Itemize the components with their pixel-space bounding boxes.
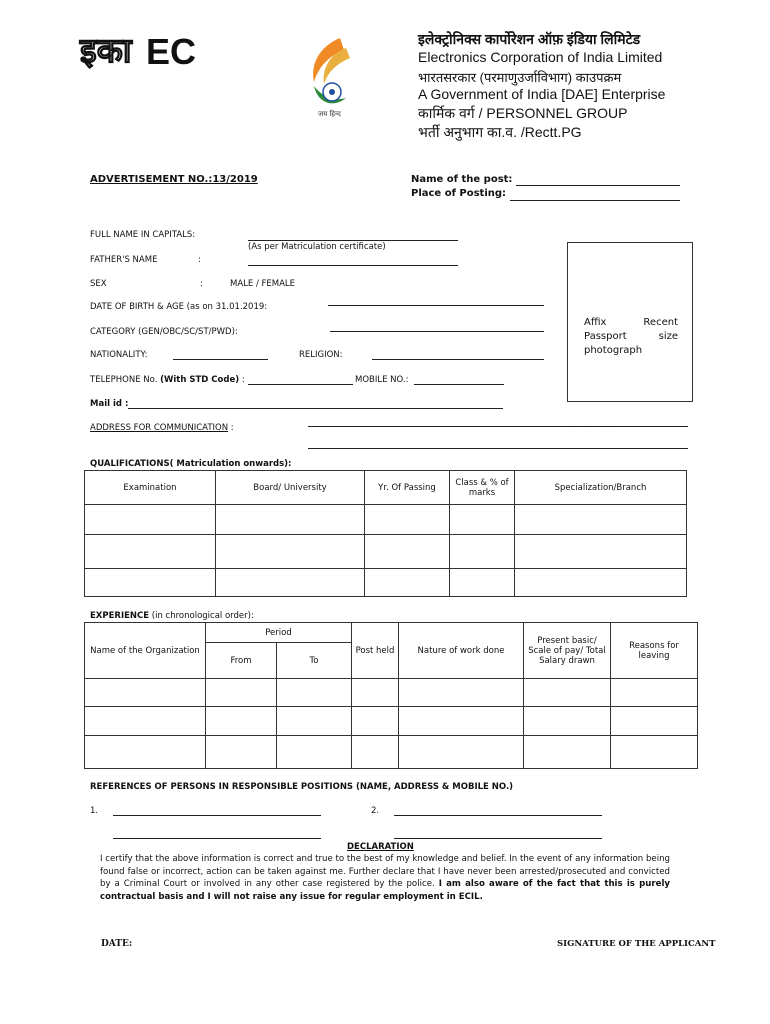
mail-label-text: Mail id bbox=[90, 399, 122, 409]
address-line-1[interactable] bbox=[308, 426, 688, 427]
qualifications-title: QUALIFICATIONS( Matriculation onwards): bbox=[90, 459, 292, 469]
table-row bbox=[85, 679, 698, 707]
post-name-line[interactable] bbox=[516, 185, 680, 186]
declaration-text bbox=[100, 853, 670, 903]
address-label-text: ADDRESS FOR COMMUNICATION bbox=[90, 423, 229, 433]
religion-label: RELIGION: bbox=[299, 350, 343, 360]
reference-one-line-2[interactable] bbox=[113, 838, 321, 839]
declaration-body: I certify that the above information is correct and true to the best of my knowledge and belief. In the event of any information being found false or incorrect, action can be taken against me. Further declare that I have never been arrested/prosecuted and convicted by a Criminal Court or involved in any other case registered by the police. bbox=[100, 854, 670, 890]
ecil-logo-graphic bbox=[78, 24, 197, 74]
signature-label: SIGNATURE OF THE APPLICANT bbox=[557, 939, 716, 949]
table-cell[interactable] bbox=[524, 736, 611, 769]
telephone-label bbox=[90, 375, 245, 385]
english-company-name: Electronics Corporation of India Limited bbox=[418, 49, 663, 65]
table-row bbox=[85, 535, 687, 569]
table-row bbox=[85, 505, 687, 535]
sex-colon: : bbox=[200, 279, 203, 289]
address-dots: .................................. bbox=[550, 421, 626, 429]
table-cell[interactable] bbox=[450, 569, 515, 597]
emblem bbox=[300, 34, 360, 124]
table-cell[interactable] bbox=[365, 505, 450, 535]
post-name-label: Name of the post: bbox=[411, 174, 513, 185]
nationality-line[interactable] bbox=[173, 359, 268, 360]
table-cell[interactable] bbox=[399, 707, 524, 736]
table-cell[interactable] bbox=[85, 535, 216, 569]
table-cell[interactable] bbox=[515, 535, 687, 569]
table-cell[interactable] bbox=[206, 679, 277, 707]
table-cell[interactable] bbox=[85, 679, 206, 707]
mail-label bbox=[90, 399, 128, 409]
exp-header-from: From bbox=[206, 643, 277, 679]
sex-options[interactable]: MALE / FEMALE bbox=[230, 279, 296, 289]
sex-label: SEX bbox=[90, 279, 107, 289]
table-cell[interactable] bbox=[611, 679, 698, 707]
place-of-posting-label: Place of Posting: bbox=[411, 188, 507, 199]
mobile-line[interactable] bbox=[414, 384, 504, 385]
table-cell[interactable] bbox=[85, 736, 206, 769]
svg-text:इका: इका bbox=[80, 31, 132, 71]
full-name-label: FULL NAME IN CAPITALS: bbox=[90, 230, 196, 240]
table-cell[interactable] bbox=[206, 736, 277, 769]
qual-header-board: Board/ University bbox=[216, 471, 365, 505]
ecil-logo bbox=[78, 24, 197, 74]
table-row bbox=[85, 707, 698, 736]
telephone-line[interactable] bbox=[248, 384, 353, 385]
father-colon: : bbox=[198, 255, 201, 265]
reference-one-number: 1. bbox=[90, 806, 99, 816]
address-line-2[interactable] bbox=[308, 448, 688, 449]
references-title: REFERENCES OF PERSONS IN RESPONSIBLE POSITIONS (NAME, ADDRESS & MOBILE NO.) bbox=[90, 782, 514, 792]
dob-label: DATE OF BIRTH & AGE (as on 31.01.2019: bbox=[90, 302, 268, 312]
exp-header-to: To bbox=[277, 643, 352, 679]
experience-title bbox=[90, 611, 254, 621]
table-cell[interactable] bbox=[216, 569, 365, 597]
table-cell[interactable] bbox=[352, 736, 399, 769]
table-cell[interactable] bbox=[85, 505, 216, 535]
table-cell[interactable] bbox=[515, 569, 687, 597]
table-cell[interactable] bbox=[216, 535, 365, 569]
table-header-row bbox=[85, 623, 698, 643]
table-cell[interactable] bbox=[524, 707, 611, 736]
advertisement-number: ADVERTISEMENT NO.:13/2019 bbox=[90, 174, 258, 185]
full-name-line[interactable] bbox=[248, 240, 458, 241]
table-cell[interactable] bbox=[277, 707, 352, 736]
table-cell[interactable] bbox=[85, 569, 216, 597]
telephone-std: (With STD Code) bbox=[160, 375, 240, 385]
dob-line[interactable] bbox=[328, 305, 544, 306]
father-name-line[interactable] bbox=[248, 265, 458, 266]
table-cell[interactable] bbox=[365, 535, 450, 569]
religion-line[interactable] bbox=[372, 359, 544, 360]
recruitment-section: भर्ती अनुभाग का.व. /Rectt.PG bbox=[418, 124, 582, 140]
table-cell[interactable] bbox=[85, 707, 206, 736]
place-of-posting-line[interactable] bbox=[510, 200, 680, 201]
table-cell[interactable] bbox=[450, 535, 515, 569]
svg-text:EC: EC bbox=[146, 31, 197, 72]
table-cell[interactable] bbox=[524, 679, 611, 707]
category-line[interactable] bbox=[330, 331, 544, 332]
table-cell[interactable] bbox=[515, 505, 687, 535]
hindi-govt-line: भारतसरकार (परमाणुउर्जाविभाग) काउपक्रम bbox=[418, 70, 622, 85]
exp-header-period: Period bbox=[206, 623, 352, 643]
category-label: CATEGORY (GEN/OBC/SC/ST/PWD): bbox=[90, 327, 238, 337]
father-name-label: FATHER'S NAME bbox=[90, 255, 158, 265]
table-cell[interactable] bbox=[399, 679, 524, 707]
qual-header-examination: Examination bbox=[85, 471, 216, 505]
experience-title-text: EXPERIENCE bbox=[90, 611, 150, 621]
table-cell[interactable] bbox=[611, 736, 698, 769]
declaration-title: DECLARATION bbox=[347, 842, 414, 852]
experience-title-note: (in chronological order): bbox=[151, 611, 254, 621]
experience-table bbox=[84, 622, 698, 769]
table-cell[interactable] bbox=[611, 707, 698, 736]
qual-header-specialization: Specialization/Branch bbox=[515, 471, 687, 505]
nationality-label: NATIONALITY: bbox=[90, 350, 148, 360]
table-cell[interactable] bbox=[277, 736, 352, 769]
personnel-group: कार्मिक वर्ग / PERSONNEL GROUP bbox=[418, 105, 628, 121]
qual-header-year: Yr. Of Passing bbox=[365, 471, 450, 505]
exp-header-pay: Present basic/ Scale of pay/ Total Salary drawn bbox=[524, 623, 611, 679]
table-cell[interactable] bbox=[206, 707, 277, 736]
qual-header-class: Class & % of marks bbox=[450, 471, 515, 505]
matriculation-note: (As per Matriculation certificate) bbox=[248, 242, 386, 252]
telephone-prefix: TELEPHONE No. bbox=[90, 375, 158, 385]
table-cell[interactable] bbox=[450, 505, 515, 535]
emblem-tagline: जय हिन्द bbox=[318, 110, 341, 118]
english-govt-line: A Government of India [DAE] Enterprise bbox=[418, 86, 666, 102]
reference-two-number: 2. bbox=[371, 806, 380, 816]
declaration-bold: I am also aware of the fact that this is purely contractual basis and I will not raise any issue for regular employment in ECIL. bbox=[100, 879, 671, 902]
hindi-company-name: इलेक्ट्रोनिक्स कार्पोरेशन ऑफ़ इंडिया लिमिटेड bbox=[418, 31, 641, 47]
address-label bbox=[90, 423, 234, 433]
address-colon: : bbox=[230, 423, 234, 433]
table-row bbox=[85, 736, 698, 769]
table-cell[interactable] bbox=[277, 679, 352, 707]
table-header-row bbox=[85, 471, 687, 505]
mobile-label: MOBILE NO.: bbox=[355, 375, 409, 385]
mail-colon: : bbox=[124, 399, 129, 409]
table-row bbox=[85, 569, 687, 597]
telephone-colon: : bbox=[241, 375, 245, 385]
exp-header-nature: Nature of work done bbox=[399, 623, 524, 679]
table-cell[interactable] bbox=[352, 707, 399, 736]
exp-header-reason: Reasons for leaving bbox=[611, 623, 698, 679]
date-label: DATE: bbox=[101, 939, 133, 949]
table-cell[interactable] bbox=[365, 569, 450, 597]
qualifications-table bbox=[84, 470, 687, 597]
table-cell[interactable] bbox=[352, 679, 399, 707]
reference-two-line-1[interactable] bbox=[394, 815, 602, 816]
mail-line[interactable] bbox=[128, 408, 503, 409]
photo-instruction: Affix Recent Passport size photograph bbox=[584, 317, 678, 356]
reference-two-line-2[interactable] bbox=[394, 838, 602, 839]
table-cell[interactable] bbox=[216, 505, 365, 535]
table-cell[interactable] bbox=[399, 736, 524, 769]
exp-header-post: Post held bbox=[352, 623, 399, 679]
reference-one-line-1[interactable] bbox=[113, 815, 321, 816]
exp-header-org: Name of the Organization bbox=[85, 623, 206, 679]
